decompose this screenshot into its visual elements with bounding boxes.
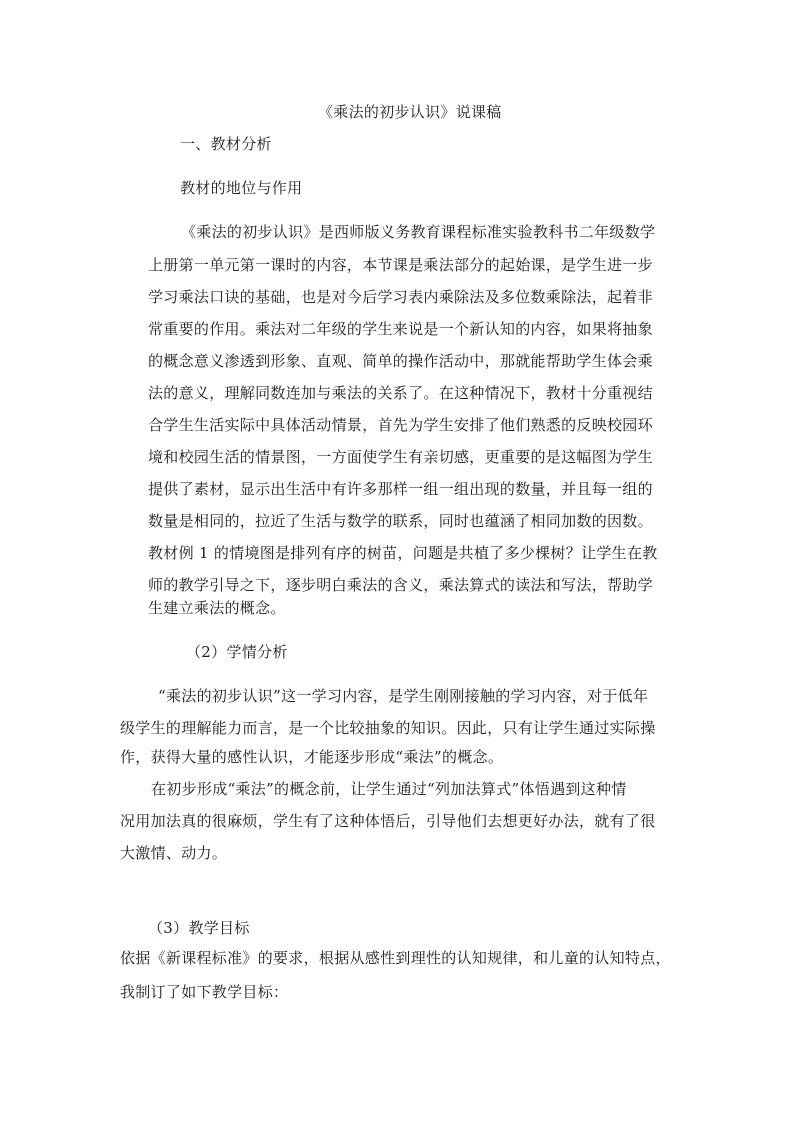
paragraph-line: 教材例 1 的情境图是排列有序的树苗，问题是共植了多少棵树？让学生在教 <box>148 544 658 562</box>
subsection-heading-role: 教材的地位与作用 <box>180 179 303 197</box>
paragraph-line: 《乘法的初步认识》是西师版义务教育课程标准实验教科书二年级数学 <box>181 223 656 241</box>
paragraph-line: 数量是相同的，拉近了生活与数学的联系，同时也蕴涵了相同加数的因数。 <box>148 512 653 530</box>
paragraph-line: 依据《新课程标准》的要求，根据从感性到理性的认知规律，和儿童的认知特点， <box>120 949 671 967</box>
paragraph-line: 在初步形成“乘法”的概念前，让学生通过“列加法算式”体悟遇到这种情 <box>151 780 627 798</box>
paragraph-line: 提供了素材，显示出生活中有许多那样一组一组出现的数量，并且每一组的 <box>148 480 653 498</box>
subsection-heading-teaching-goals: （3）教学目标 <box>148 919 250 937</box>
paragraph-line: 生建立乘法的概念。 <box>148 599 286 617</box>
paragraph-line: 境和校园生活的情景图，一方面使学生有亲切感，更重要的是这幅图为学生 <box>148 448 653 466</box>
paragraph-line: 合学生生活实际中具体活动情景，首先为学生安排了他们熟悉的反映校园环 <box>148 416 653 434</box>
subsection-heading-learner-analysis: （2）学情分析 <box>186 643 288 661</box>
paragraph-line: 作，获得大量的感性认识，才能逐步形成“乘法”的概念。 <box>120 748 504 766</box>
paragraph-line: 的概念意义渗透到形象、直观、简单的操作活动中，那就能帮助学生体会乘 <box>148 352 653 370</box>
paragraph-line: 上册第一单元第一课时的内容，本节课是乘法部分的起始课，是学生进一步 <box>148 256 653 274</box>
paragraph-line: 师的教学引导之下，逐步明白乘法的含义，乘法算式的读法和写法，帮助学 <box>148 576 653 594</box>
paragraph-line: 级学生的理解能力而言，是一个比较抽象的知识。因此，只有让学生通过实际操 <box>120 719 656 737</box>
section-heading-textbook-analysis: 一、教材分析 <box>180 135 272 153</box>
paragraph-line: 大激情、动力。 <box>120 844 228 862</box>
paragraph-line: 我制订了如下教学目标： <box>120 983 289 1001</box>
paragraph-line: 学习乘法口诀的基础，也是对今后学习表内乘除法及多位数乘除法，起着非 <box>148 288 653 306</box>
paragraph-line: “乘法的初步认识”这一学习内容，是学生刚刚接触的学习内容，对于低年 <box>158 687 649 705</box>
paragraph-line: 常重要的作用。乘法对二年级的学生来说是一个新认知的内容，如果将抽象 <box>148 320 653 338</box>
document-title: 《乘法的初步认识》说课稿 <box>318 103 502 121</box>
paragraph-line: 法的意义，理解同数连加与乘法的关系了。在这种情况下，教材十分重视结 <box>148 384 653 402</box>
paragraph-line: 况用加法真的很麻烦，学生有了这种体悟后，引导他们去想更好办法，就有了很 <box>120 812 656 830</box>
